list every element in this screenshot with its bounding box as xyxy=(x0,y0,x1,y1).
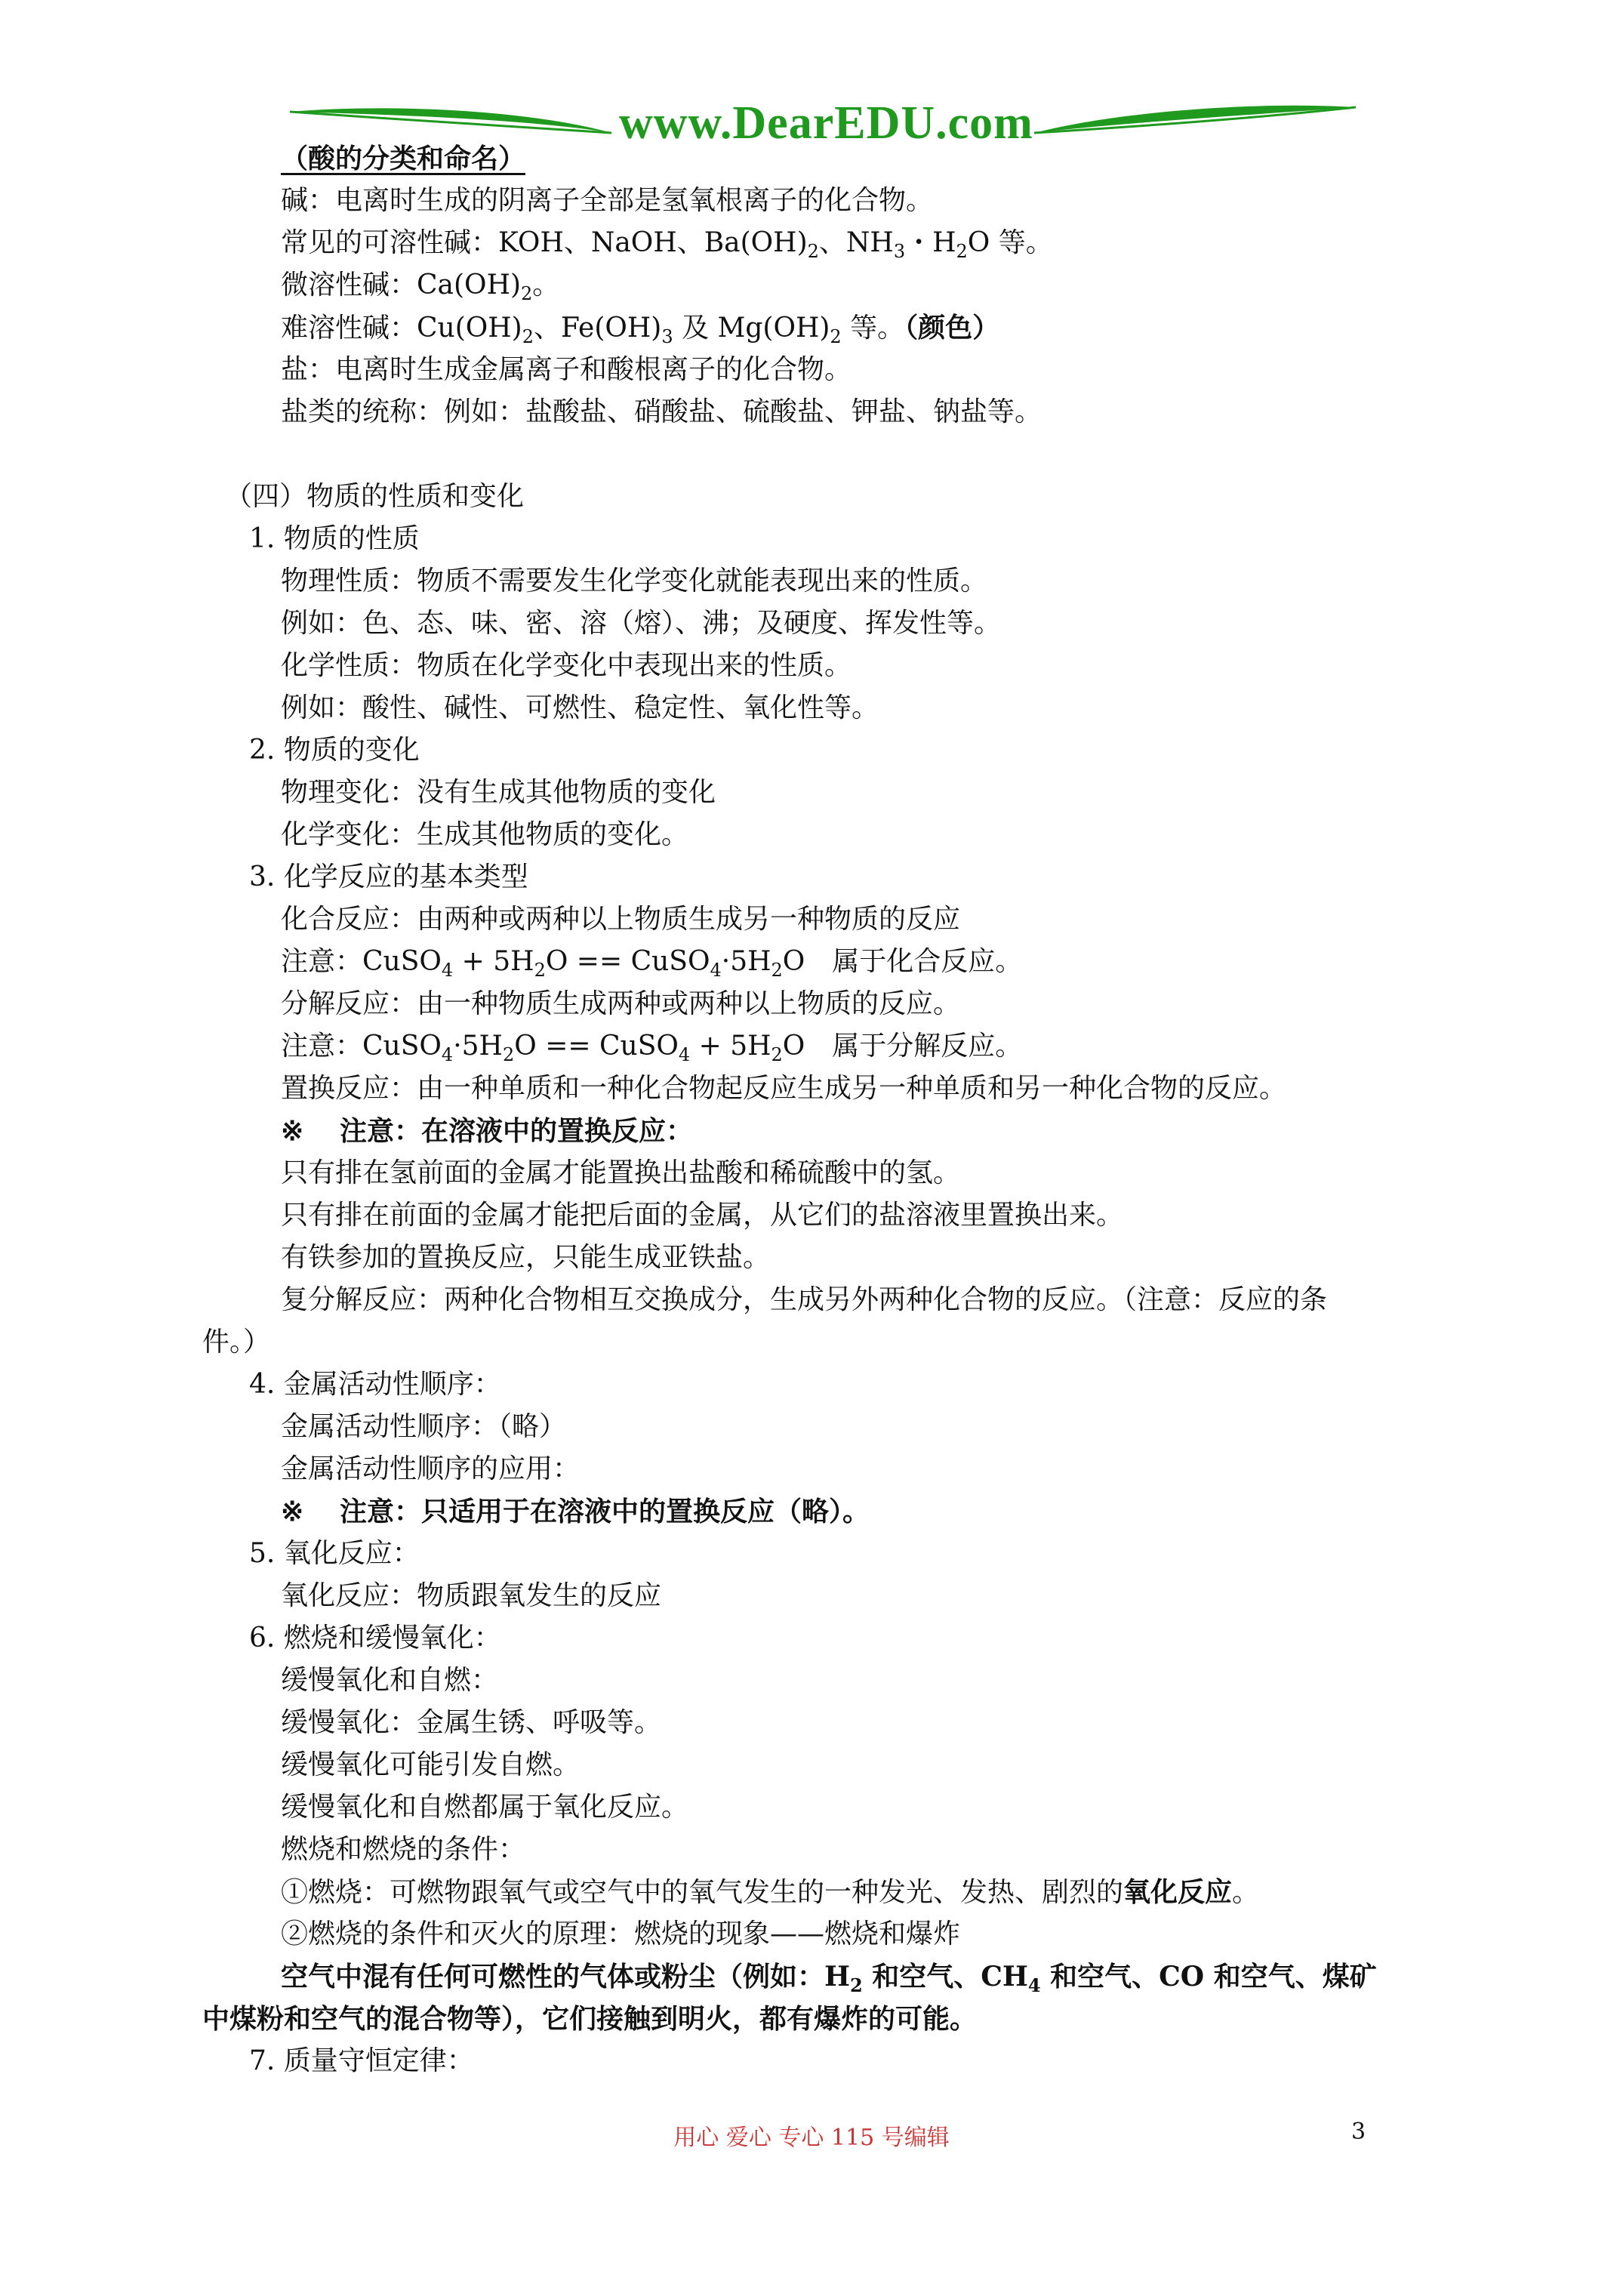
text-line xyxy=(281,1960,1377,1996)
text-line: 物理变化：没有生成其他物质的变化 xyxy=(281,777,716,808)
reference-mark-icon: ※ xyxy=(281,1496,304,1527)
text-run: 氧化反应 xyxy=(1123,1876,1233,1908)
subscript: 2 xyxy=(521,283,533,304)
text-line: 盐类的统称：例如：盐酸盐、硝酸盐、硫酸盐、钾盐、钠盐等。 xyxy=(281,396,1042,427)
text-run: 空气中混有任何可燃性的气体或粉尘（例如：H xyxy=(281,1961,851,1992)
text-line: 缓慢氧化：金属生锈、呼吸等。 xyxy=(281,1707,662,1738)
subscript: 4 xyxy=(678,1044,691,1065)
text-run: 和空气、CH xyxy=(862,1961,1028,1992)
text-run: O == CuSO xyxy=(514,1031,679,1062)
text-line: 例如：酸性、碱性、可燃性、稳定性、氧化性等。 xyxy=(281,692,879,723)
text-run: 注意：CuSO xyxy=(281,946,442,977)
text-line: 化合反应：由两种或两种以上物质生成另一种物质的反应 xyxy=(281,904,961,935)
text-run: O 属于分解反应。 xyxy=(782,1031,1023,1062)
text-line: 化学性质：物质在化学变化中表现出来的性质。 xyxy=(281,650,852,681)
page-number: 3 xyxy=(1351,2119,1366,2145)
text-run: ·5H xyxy=(721,946,771,977)
subsection-heading: 2. 物质的变化 xyxy=(249,735,420,766)
subscript: 2 xyxy=(522,326,534,347)
site-name: www.DearEDU.com xyxy=(619,97,1033,149)
text-line xyxy=(281,945,1023,981)
text-run: 、NH xyxy=(818,227,894,258)
text-line: 盐：电离时生成金属离子和酸根离子的化合物。 xyxy=(281,354,852,385)
text-run: 难溶性碱：Cu(OH) xyxy=(281,313,522,344)
subscript: 4 xyxy=(441,1044,454,1065)
text-run: 微溶性碱：Ca(OH) xyxy=(281,270,522,300)
text-line: 缓慢氧化和自燃： xyxy=(281,1665,499,1696)
subsection-heading: 4. 金属活动性顺序： xyxy=(249,1369,501,1400)
subscript: 2 xyxy=(771,1044,783,1065)
text-run: （颜色） xyxy=(904,312,1000,344)
text-run: 注意：在溶液中的置换反应： xyxy=(340,1115,694,1147)
text-run: ①燃烧：可燃物跟氧气或空气中的氧气发生的一种发光、发热、剧烈的 xyxy=(281,1877,1124,1908)
text-line: 只有排在前面的金属才能把后面的金属，从它们的盐溶液里置换出来。 xyxy=(281,1200,1124,1231)
text-line xyxy=(281,269,559,302)
subscript: 2 xyxy=(830,326,842,347)
subscript: 3 xyxy=(893,241,906,262)
text-line: ②燃烧的条件和灭火的原理：燃烧的现象——燃烧和爆炸 xyxy=(281,1918,961,1949)
text-line xyxy=(281,1875,1259,1909)
subsection-heading: 3. 化学反应的基本类型 xyxy=(249,861,528,892)
text-line: 缓慢氧化可能引发自燃。 xyxy=(281,1749,581,1780)
text-line: 化学变化：生成其他物质的变化。 xyxy=(281,819,689,850)
text-run: 等。 xyxy=(841,313,905,344)
text-line: 有铁参加的置换反应，只能生成亚铁盐。 xyxy=(281,1242,771,1273)
reference-mark-icon: ※ xyxy=(281,1115,304,1147)
subscript: 4 xyxy=(441,960,454,981)
subscript: 4 xyxy=(710,960,722,981)
text-run: 常见的可溶性碱：KOH、NaOH、Ba(OH) xyxy=(281,227,808,258)
text-line: 缓慢氧化和自燃都属于氧化反应。 xyxy=(281,1792,689,1823)
text-line: 物理性质：物质不需要发生化学变化就能表现出来的性质。 xyxy=(281,566,988,596)
text-line: 碱：电离时生成的阴离子全部是氢氧根离子的化合物。 xyxy=(281,185,934,216)
text-run: 注意：CuSO xyxy=(281,1031,442,1062)
subscript: 4 xyxy=(1027,1974,1041,1996)
text-line: 只有排在氢前面的金属才能置换出盐酸和稀硫酸中的氢。 xyxy=(281,1157,961,1188)
subscript: 2 xyxy=(771,960,783,981)
text-run: O == CuSO xyxy=(545,946,710,977)
subscript: 2 xyxy=(807,241,819,262)
section-heading: （四）物质的性质和变化 xyxy=(225,481,525,512)
note-line xyxy=(281,1114,693,1148)
text-line: 置换反应：由一种单质和一种化合物起反应生成另一种单质和另一种化合物的反应。 xyxy=(281,1073,1287,1104)
subsection-heading: 1. 物质的性质 xyxy=(249,523,420,554)
subscript: 3 xyxy=(661,326,673,347)
text-run: O 等。 xyxy=(967,227,1053,258)
text-line: 例如：色、态、味、密、溶（熔）、沸；及硬度、挥发性等。 xyxy=(281,608,1002,639)
subsection-heading: 7. 质量守恒定律： xyxy=(249,2045,474,2076)
subsection-heading: 5. 氧化反应： xyxy=(249,1538,420,1569)
text-line xyxy=(281,311,999,345)
text-line: 金属活动性顺序的应用： xyxy=(281,1453,581,1484)
text-line: 中煤粉和空气的混合物等），它们接触到明火，都有爆炸的可能。 xyxy=(202,2003,978,2035)
text-line: 分解反应：由一种物质生成两种或两种以上物质的反应。 xyxy=(281,988,961,1019)
subsection-heading: 6. 燃烧和缓慢氧化： xyxy=(249,1623,501,1653)
subscript: 2 xyxy=(956,241,968,262)
text-run: 及 Mg(OH) xyxy=(673,313,830,344)
text-run: 。 xyxy=(532,270,560,300)
text-run: 注意：只适用于在溶液中的置换反应（略）。 xyxy=(340,1496,870,1527)
subscript: 2 xyxy=(850,1974,863,1996)
page-footer: 用心 爱心 专心 115 号编辑 xyxy=(673,2125,950,2151)
text-run: + 5H xyxy=(690,1031,771,1062)
text-line: 件。） xyxy=(202,1327,271,1358)
text-run: + 5H xyxy=(453,946,534,977)
note-line xyxy=(281,1495,870,1528)
text-run: ·5H xyxy=(453,1031,503,1062)
subscript: 2 xyxy=(502,1044,515,1065)
text-line: 燃烧和燃烧的条件： xyxy=(281,1834,526,1865)
text-line: 复分解反应：两种化合物相互交换成分，生成另外两种化合物的反应。（注意：反应的条 xyxy=(281,1284,1328,1315)
text-run: 、Fe(OH) xyxy=(534,313,662,344)
text-run: O 属于化合反应。 xyxy=(782,946,1023,977)
text-run: 和空气、CO 和空气、煤矿 xyxy=(1040,1961,1377,1992)
subscript: 2 xyxy=(534,960,546,981)
text-line: 氧化反应：物质跟氧发生的反应 xyxy=(281,1580,662,1611)
text-line xyxy=(281,1030,1022,1063)
text-run: 。 xyxy=(1232,1877,1260,1908)
text-line: （酸的分类和命名） xyxy=(281,143,526,174)
text-line xyxy=(281,227,1053,260)
text-run: ・H xyxy=(905,227,956,258)
text-line: 金属活动性顺序：（略） xyxy=(281,1411,567,1442)
